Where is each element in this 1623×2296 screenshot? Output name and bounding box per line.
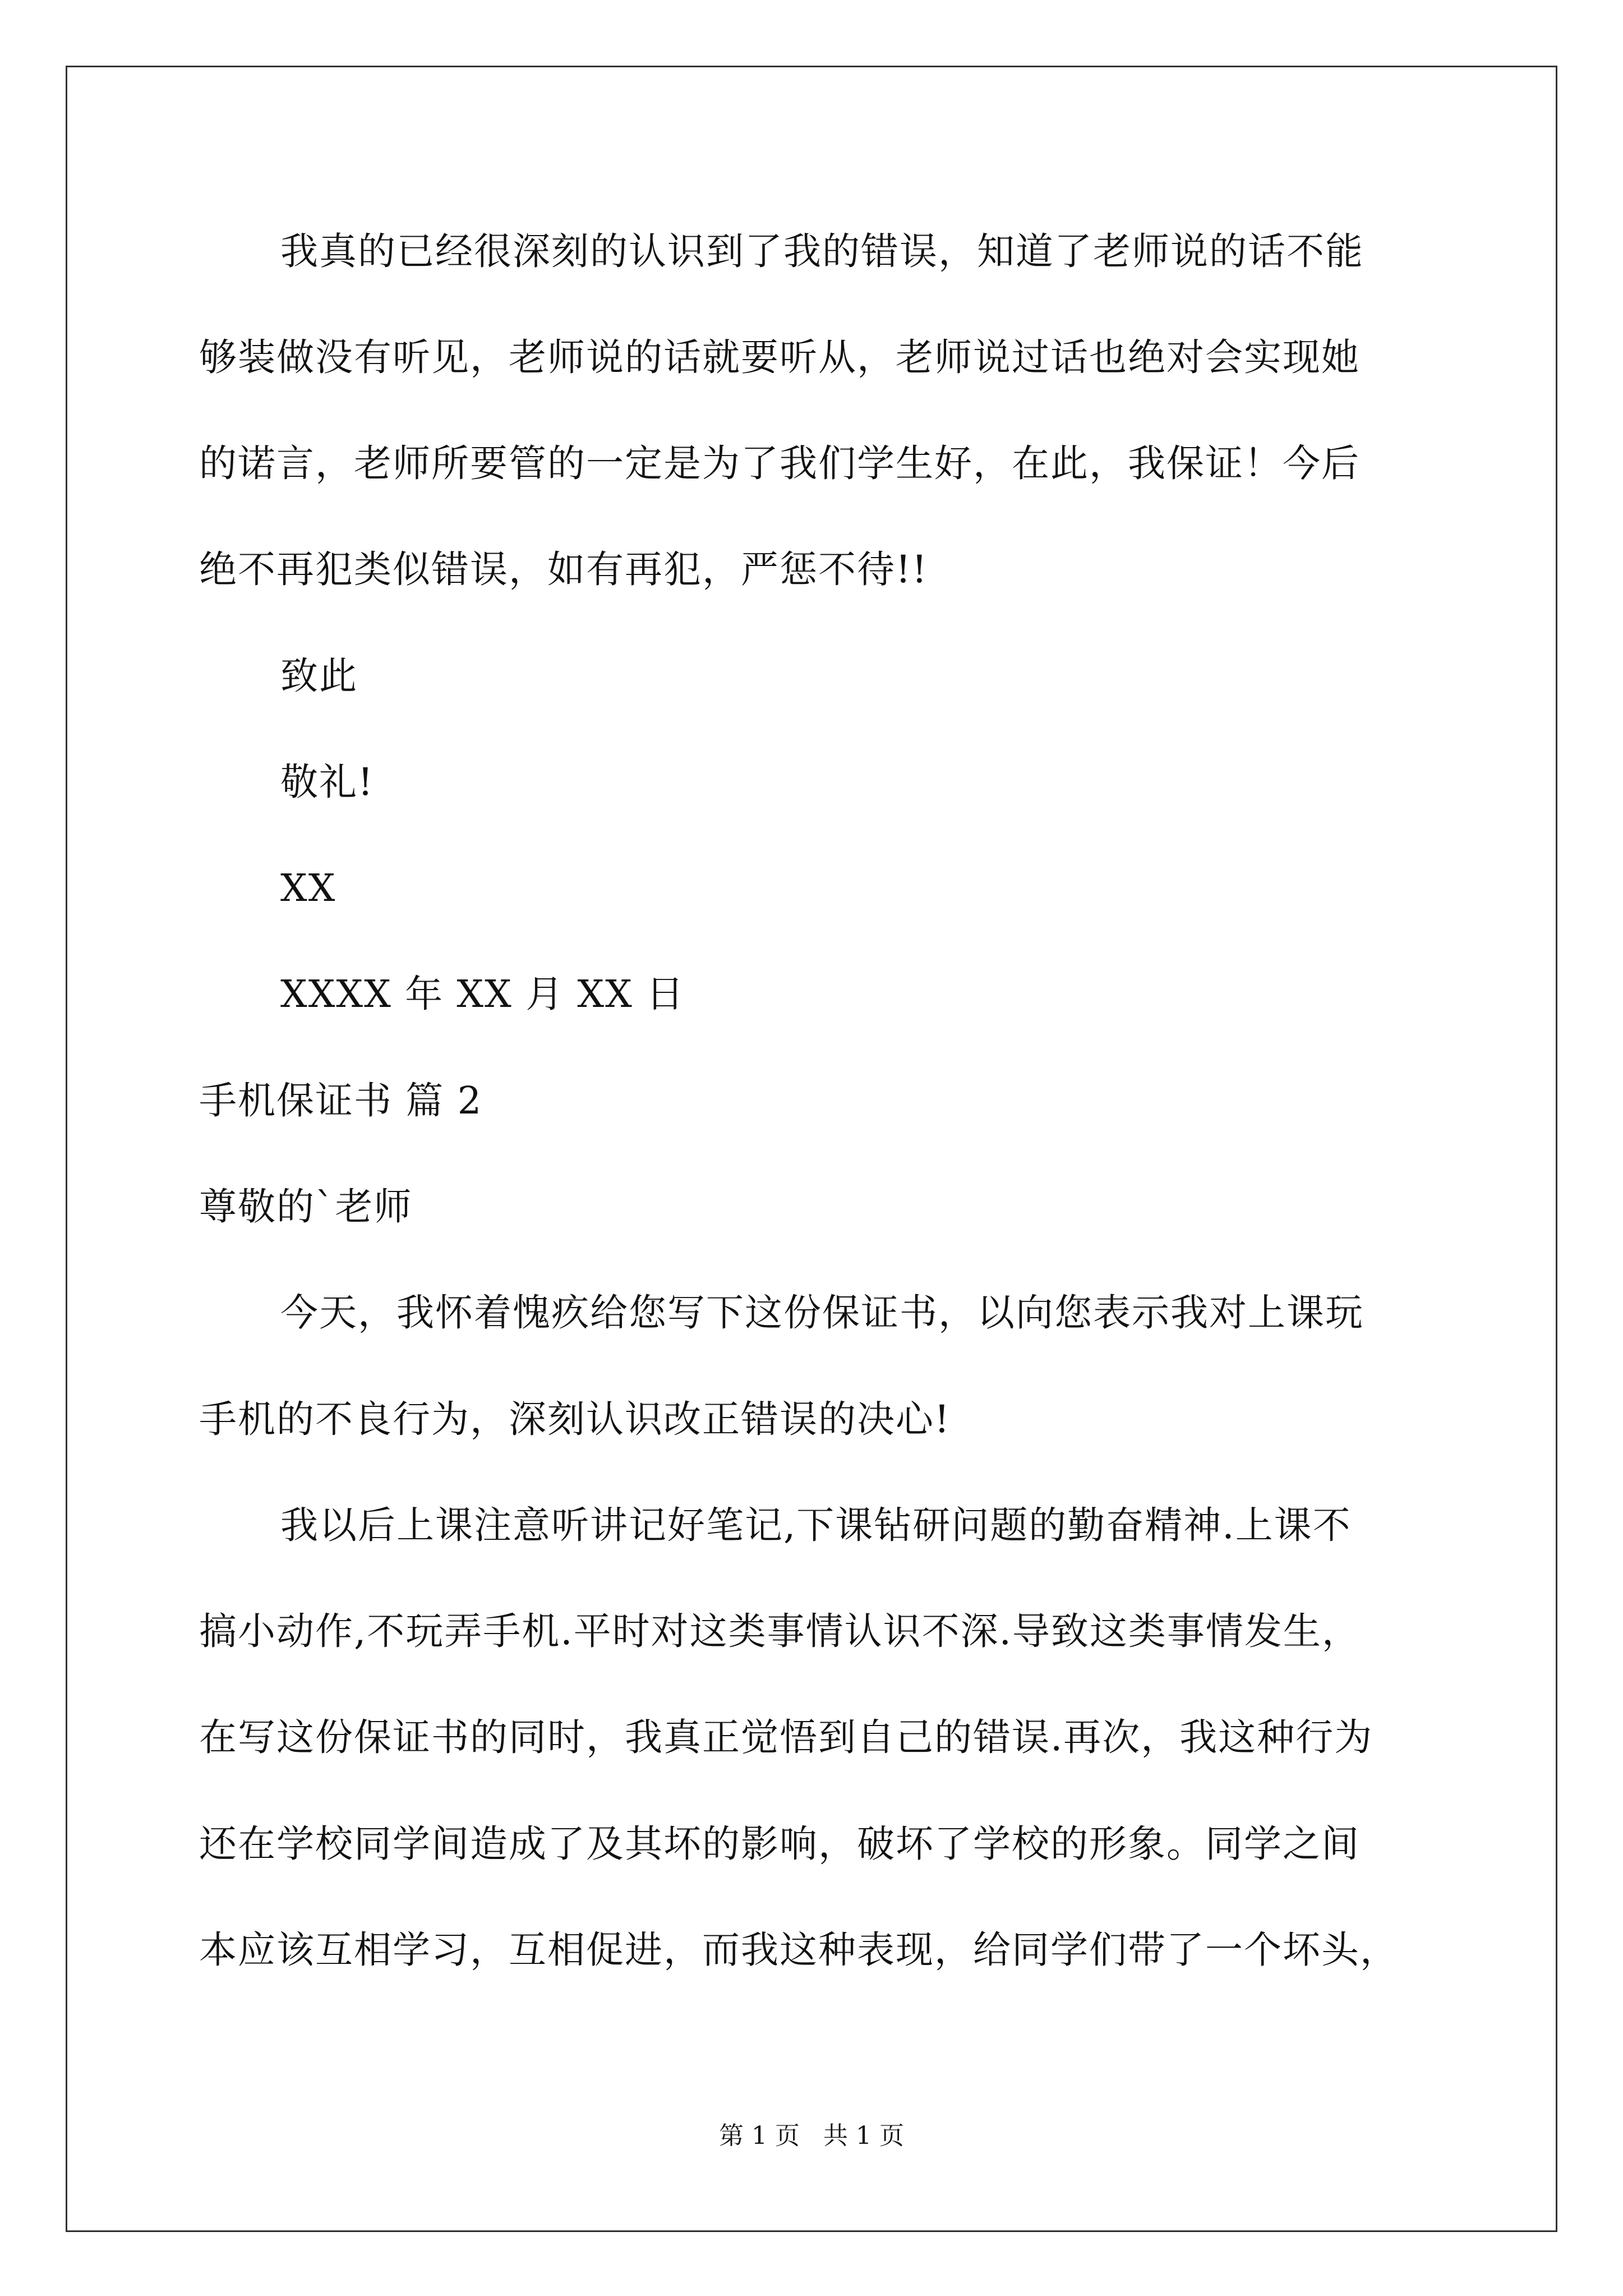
page-border	[66, 66, 1557, 2232]
paragraph-line: 搞小动作,不玩弄手机.平时对这类事情认识不深.导致这类事情发生，	[199, 1609, 1361, 1653]
paragraph-line: 还在学校同学间造成了及其坏的影响，破坏了学校的形象。同学之间	[199, 1822, 1360, 1866]
page-number: 第 1 页 共 1 页	[719, 2122, 904, 2150]
paragraph-line: 在写这份保证书的同时，我真正觉悟到自己的错误.再次，我这种行为	[199, 1715, 1373, 1759]
paragraph-line: 我以后上课注意听讲记好笔记,下课钻研问题的勤奋精神.上课不	[280, 1503, 1352, 1547]
closing-phrase: 致此	[280, 654, 358, 698]
signature-name: XX	[280, 866, 336, 910]
paragraph-line: 的诺言，老师所要管的一定是为了我们学生好，在此，我保证！今后	[199, 441, 1360, 485]
paragraph-line: 绝不再犯类似错误，如有再犯，严惩不待!!	[199, 547, 928, 591]
signature-date: XXXX 年 XX 月 XX 日	[280, 972, 685, 1016]
closing-salute: 敬礼!	[280, 760, 374, 804]
salutation: 尊敬的`老师	[199, 1185, 413, 1228]
paragraph-line: 够装做没有听见，老师说的话就要听从，老师说过话也绝对会实现她	[199, 335, 1360, 379]
paragraph-line: 今天，我怀着愧疚给您写下这份保证书，以向您表示我对上课玩	[280, 1291, 1364, 1335]
section-heading: 手机保证书 篇 2	[199, 1079, 483, 1122]
paragraph-line: 手机的不良行为，深刻认识改正错误的决心!	[199, 1397, 951, 1441]
paragraph-line: 我真的已经很深刻的认识到了我的错误，知道了老师说的话不能	[280, 229, 1364, 273]
paragraph-line: 本应该互相学习，互相促进，而我这种表现，给同学们带了一个坏头，	[199, 1928, 1399, 1972]
